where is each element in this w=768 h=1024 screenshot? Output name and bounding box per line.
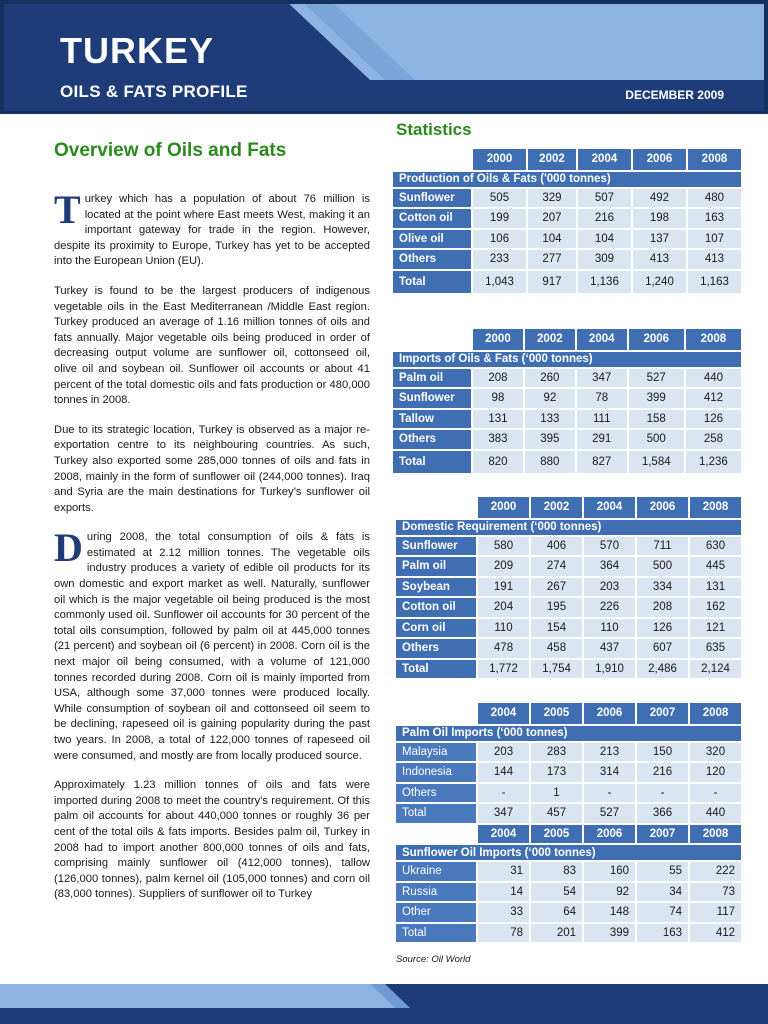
table-row xyxy=(396,576,741,597)
domestic-requirement-table xyxy=(396,497,741,678)
table-cell: 191 xyxy=(476,576,529,597)
table-cell: 480 xyxy=(686,187,741,208)
table-cell: 163 xyxy=(686,207,741,228)
year-cell: 2006 xyxy=(582,703,635,724)
table-cell: 64 xyxy=(529,901,582,922)
table-cell: 31 xyxy=(476,860,529,881)
table-cell: 267 xyxy=(529,576,582,597)
table-cell: 347 xyxy=(476,802,529,823)
table-cell: 83 xyxy=(529,860,582,881)
table-cell: - xyxy=(688,782,741,803)
table-cell: 383 xyxy=(471,428,523,449)
table-row xyxy=(393,408,741,429)
table-cell: 635 xyxy=(688,637,741,658)
year-cell: 2004 xyxy=(575,329,627,350)
table-cell: 347 xyxy=(575,367,627,388)
table-cell: 334 xyxy=(635,576,688,597)
drop-cap: T xyxy=(54,187,81,232)
table-cell: 55 xyxy=(635,860,688,881)
table-cell: 492 xyxy=(631,187,686,208)
table-cell: 148 xyxy=(582,901,635,922)
table-row xyxy=(396,596,741,617)
table-cell: 133 xyxy=(523,408,575,429)
overview-paragraph-1 xyxy=(54,187,370,270)
year-cell: 2006 xyxy=(635,497,688,518)
table-cell: 216 xyxy=(576,207,631,228)
overview-paragraph-3: Due to its strategic location, Turkey is observed as a major re-exportation centre to its neighbouring countries. As such, Turkey also exported some 285,000 tonnes of oils and fats in 2008, mainly in the form of sunflower oil (244,000 tonnes). Iraq and Syria are the main destinations for Turkey’s sunflower oil exports. xyxy=(54,423,370,514)
table-cell: 827 xyxy=(575,449,627,473)
table-row xyxy=(396,761,741,782)
table-cell: 457 xyxy=(529,802,582,823)
table-cell: 209 xyxy=(476,555,529,576)
table-section-title: Domestic Requirement (‘000 tonnes) xyxy=(396,518,741,535)
table-cell: 233 xyxy=(471,248,526,269)
table-cell: - xyxy=(582,782,635,803)
row-label: Palm oil xyxy=(396,555,476,576)
table-cell: 74 xyxy=(635,901,688,922)
table-cell: 440 xyxy=(688,802,741,823)
table-cell: 1,772 xyxy=(476,658,529,679)
table-section-title: Sunflower Oil Imports (‘000 tonnes) xyxy=(396,843,741,860)
year-cell: 2004 xyxy=(582,497,635,518)
table-cell: 1,754 xyxy=(529,658,582,679)
year-header-row xyxy=(393,329,741,350)
year-cell: 2008 xyxy=(688,823,741,844)
table-cell: 158 xyxy=(627,408,684,429)
year-cell: 2002 xyxy=(529,497,582,518)
row-label: Total xyxy=(393,269,471,293)
page-subtitle: OILS & FATS PROFILE xyxy=(60,82,248,101)
year-cell: 2006 xyxy=(631,149,686,170)
table-cell: 437 xyxy=(582,637,635,658)
table-cell: 440 xyxy=(684,367,741,388)
year-cell: 2004 xyxy=(476,823,529,844)
table-cell: 98 xyxy=(471,387,523,408)
row-label: Others xyxy=(393,248,471,269)
row-label: Palm oil xyxy=(393,367,471,388)
table-cell: 154 xyxy=(529,617,582,638)
table-cell: 1,163 xyxy=(686,269,741,293)
year-cell: 2002 xyxy=(523,329,575,350)
table-cell: 199 xyxy=(471,207,526,228)
table-cell: 1,910 xyxy=(582,658,635,679)
drop-cap: D xyxy=(54,525,83,571)
year-cell: 2002 xyxy=(526,149,576,170)
year-cell: 2004 xyxy=(476,703,529,724)
table-cell: 445 xyxy=(688,555,741,576)
row-label: Russia xyxy=(396,881,476,902)
table-cell: 33 xyxy=(476,901,529,922)
table-cell: 500 xyxy=(627,428,684,449)
table-cell: 258 xyxy=(684,428,741,449)
row-label: Ukraine xyxy=(396,860,476,881)
table-cell: 106 xyxy=(471,228,526,249)
overview-paragraph-2: Turkey is found to be the largest producers of indigenous vegetable oils in the East Mediterranean /Middle East region. Turkey produced an average of 1.16 million tonnes of oils and fats annually. Major vegetable oils being produced in order of decreasing output volume are sunflower oil, cottonseed oil, olive oil and soybean oil. Sunflower oil accounts or about 41 percent of the total domestic oils and fats production or 480,000 tonnes in 2008. xyxy=(54,284,370,407)
table-cell: 505 xyxy=(471,187,526,208)
table-row xyxy=(393,248,741,269)
row-label: Total xyxy=(396,922,476,943)
table-section-title: Imports of Oils & Fats (‘000 tonnes) xyxy=(393,350,741,367)
table-cell: 820 xyxy=(471,449,523,473)
table-cell: 150 xyxy=(635,741,688,762)
palm-oil-imports-table xyxy=(396,703,741,942)
table-row xyxy=(393,187,741,208)
total-row xyxy=(396,658,741,679)
table-row xyxy=(393,387,741,408)
table-cell: 395 xyxy=(523,428,575,449)
total-row xyxy=(393,269,741,293)
overview-paragraph-4 xyxy=(54,525,370,764)
table-cell: 406 xyxy=(529,535,582,556)
year-cell: 2008 xyxy=(686,149,741,170)
table-cell: 144 xyxy=(476,761,529,782)
row-label: Sunflower xyxy=(393,387,471,408)
row-label: Corn oil xyxy=(396,617,476,638)
table-cell: 314 xyxy=(582,761,635,782)
table-cell: 162 xyxy=(688,596,741,617)
table-cell: 73 xyxy=(688,881,741,902)
table-row xyxy=(396,860,741,881)
table-cell: 110 xyxy=(582,617,635,638)
table-cell: 399 xyxy=(582,922,635,943)
table-cell: 201 xyxy=(529,922,582,943)
year-cell: 2008 xyxy=(688,497,741,518)
row-label: Total xyxy=(393,449,471,473)
total-row xyxy=(396,922,741,943)
table-row xyxy=(396,555,741,576)
table-cell: 137 xyxy=(631,228,686,249)
table-cell: 208 xyxy=(635,596,688,617)
table-cell: - xyxy=(635,782,688,803)
table-cell: 92 xyxy=(582,881,635,902)
table-cell: 607 xyxy=(635,637,688,658)
table-cell: 204 xyxy=(476,596,529,617)
issue-date: DECEMBER 2009 xyxy=(625,88,724,102)
year-cell: 2004 xyxy=(576,149,631,170)
table-cell: 1,240 xyxy=(631,269,686,293)
row-label: Cotton oil xyxy=(393,207,471,228)
table-section-title: Production of Oils & Fats ('000 tonnes) xyxy=(393,170,741,187)
table-cell: 880 xyxy=(523,449,575,473)
table-row xyxy=(393,428,741,449)
row-label: Others xyxy=(396,782,476,803)
table-cell: 104 xyxy=(576,228,631,249)
table-cell: 110 xyxy=(476,617,529,638)
year-cell: 2005 xyxy=(529,823,582,844)
year-cell: 2008 xyxy=(684,329,741,350)
table-cell: 630 xyxy=(688,535,741,556)
table-cell: 160 xyxy=(582,860,635,881)
table-row xyxy=(396,617,741,638)
table-cell: 34 xyxy=(635,881,688,902)
table-cell: 527 xyxy=(582,802,635,823)
table-cell: 107 xyxy=(686,228,741,249)
table-cell: 1,136 xyxy=(576,269,631,293)
year-cell: 2007 xyxy=(635,823,688,844)
table-section-title: Palm Oil Imports (‘000 tonnes) xyxy=(396,724,741,741)
table-cell: 78 xyxy=(575,387,627,408)
table-cell: 226 xyxy=(582,596,635,617)
total-row xyxy=(396,802,741,823)
table-cell: 329 xyxy=(526,187,576,208)
page-header xyxy=(0,0,768,114)
table-cell: 173 xyxy=(529,761,582,782)
table-cell: 1 xyxy=(529,782,582,803)
imports-table xyxy=(393,329,741,473)
year-header-row xyxy=(396,497,741,518)
year-cell: 2000 xyxy=(471,329,523,350)
page-footer xyxy=(0,984,768,1024)
year-header-row xyxy=(393,149,741,170)
table-row xyxy=(396,637,741,658)
table-cell: 208 xyxy=(471,367,523,388)
table-row xyxy=(393,207,741,228)
row-label: Others xyxy=(396,637,476,658)
row-label: Malaysia xyxy=(396,741,476,762)
table-cell: 2,486 xyxy=(635,658,688,679)
table-cell: 711 xyxy=(635,535,688,556)
table-cell: 309 xyxy=(576,248,631,269)
table-cell: 277 xyxy=(526,248,576,269)
table-cell: 131 xyxy=(688,576,741,597)
overview-column xyxy=(54,140,370,917)
table-row xyxy=(396,741,741,762)
source-note: Source: Oil World xyxy=(396,954,471,965)
year-cell: 2008 xyxy=(688,703,741,724)
page-title: TURKEY xyxy=(60,30,215,71)
table-cell: 203 xyxy=(582,576,635,597)
row-label: Indonesia xyxy=(396,761,476,782)
table-cell: 2,124 xyxy=(688,658,741,679)
table-cell: 412 xyxy=(688,922,741,943)
table-cell: 111 xyxy=(575,408,627,429)
row-label: Total xyxy=(396,658,476,679)
table-cell: 570 xyxy=(582,535,635,556)
overview-heading: Overview of Oils and Fats xyxy=(54,140,287,161)
overview-paragraph-5: Approximately 1.23 million tonnes of oils and fats were imported during 2008 to meet the country’s requirement. Of this palm oil accounts for about 440,000 tonnes or roughly 36 per cent of the total oils & fats imports. Besides palm oil, Turkey in 2008 had to import another 800,000 tonnes of oils and fats, comprising mainly sunflower oil (412,000 tonnes), tallow (126,000 tonnes), palm kernel oil (105,000 tonnes) and corn oil (83,000 tonnes). Suppliers of sunflower oil to Turkey xyxy=(54,779,370,901)
table-cell: 121 xyxy=(688,617,741,638)
year-header-row xyxy=(396,823,741,844)
table-cell: 1,584 xyxy=(627,449,684,473)
table-cell: 291 xyxy=(575,428,627,449)
table-cell: 527 xyxy=(627,367,684,388)
table-cell: 458 xyxy=(529,637,582,658)
table-row xyxy=(393,228,741,249)
statistics-heading: Statistics xyxy=(396,120,472,139)
table-cell: 478 xyxy=(476,637,529,658)
row-label: Cotton oil xyxy=(396,596,476,617)
table-cell: 54 xyxy=(529,881,582,902)
total-row xyxy=(393,449,741,473)
table-cell: 117 xyxy=(688,901,741,922)
table-row xyxy=(396,782,741,803)
table-cell: 216 xyxy=(635,761,688,782)
table-cell: 222 xyxy=(688,860,741,881)
row-label: Sunflower xyxy=(393,187,471,208)
table-cell: 412 xyxy=(684,387,741,408)
table-row xyxy=(396,901,741,922)
year-cell: 2006 xyxy=(627,329,684,350)
table-cell: 413 xyxy=(631,248,686,269)
row-label: Total xyxy=(396,802,476,823)
table-cell: 1,236 xyxy=(684,449,741,473)
table-cell: 195 xyxy=(529,596,582,617)
table-cell: 163 xyxy=(635,922,688,943)
table-cell: 260 xyxy=(523,367,575,388)
table-cell: 917 xyxy=(526,269,576,293)
year-header-row xyxy=(396,703,741,724)
row-label: Others xyxy=(393,428,471,449)
year-cell: 2000 xyxy=(476,497,529,518)
table-cell: 131 xyxy=(471,408,523,429)
paragraph-text: urkey which has a population of about 76 million is located at the point where East meets West, making it an important gateway for trade in the region. However, despite its proximity to Europe, Turkey has yet to be accepted into the European Union (EU). xyxy=(54,193,370,268)
table-cell: 213 xyxy=(582,741,635,762)
table-cell: 104 xyxy=(526,228,576,249)
table-cell: 399 xyxy=(627,387,684,408)
table-cell: 507 xyxy=(576,187,631,208)
table-cell: - xyxy=(476,782,529,803)
table-cell: 366 xyxy=(635,802,688,823)
year-cell: 2005 xyxy=(529,703,582,724)
table-row xyxy=(396,881,741,902)
table-cell: 92 xyxy=(523,387,575,408)
table-cell: 78 xyxy=(476,922,529,943)
table-cell: 126 xyxy=(684,408,741,429)
table-row xyxy=(393,367,741,388)
row-label: Other xyxy=(396,901,476,922)
table-cell: 413 xyxy=(686,248,741,269)
row-label: Sunflower xyxy=(396,535,476,556)
table-cell: 198 xyxy=(631,207,686,228)
table-cell: 14 xyxy=(476,881,529,902)
year-cell: 2000 xyxy=(471,149,526,170)
paragraph-text: uring 2008, the total consumption of oils & fats is estimated at 2.12 million tonnes. The vegetable oils industry produces a variety of edible oil products for its own domestic and export market as well. Naturally, sunflower oil which is the major vegetable oil being produced is the most commonly used oil. Sunflower oil accounts for 30 percent of the total oils consumption, followed by palm oil at 445,000 tonnes (21 percent) and soybean oil (6 percent) in 2008. Corn oil is the next major oil being consumed, with a volume of 121,000 tonnes recorded during 2008. Corn oil is mainly imported from USA, although some 37,000 tonnes were produced locally. While consumption of soybean oil and cottonseed oil seem to be declining, rapeseed oil is gaining popularity during the past two years. In 2008, a total of 122,000 tonnes of rapeseed oil were consumed, and mostly are from locally produced source. xyxy=(54,531,370,762)
table-cell: 274 xyxy=(529,555,582,576)
row-label: Olive oil xyxy=(393,228,471,249)
table-row xyxy=(396,535,741,556)
year-cell: 2007 xyxy=(635,703,688,724)
table-cell: 320 xyxy=(688,741,741,762)
table-cell: 1,043 xyxy=(471,269,526,293)
table-cell: 120 xyxy=(688,761,741,782)
year-cell: 2006 xyxy=(582,823,635,844)
row-label: Tallow xyxy=(393,408,471,429)
table-cell: 364 xyxy=(582,555,635,576)
table-cell: 500 xyxy=(635,555,688,576)
row-label: Soybean xyxy=(396,576,476,597)
table-cell: 126 xyxy=(635,617,688,638)
table-cell: 203 xyxy=(476,741,529,762)
table-cell: 207 xyxy=(526,207,576,228)
table-cell: 283 xyxy=(529,741,582,762)
table-cell: 580 xyxy=(476,535,529,556)
production-table xyxy=(393,149,741,293)
